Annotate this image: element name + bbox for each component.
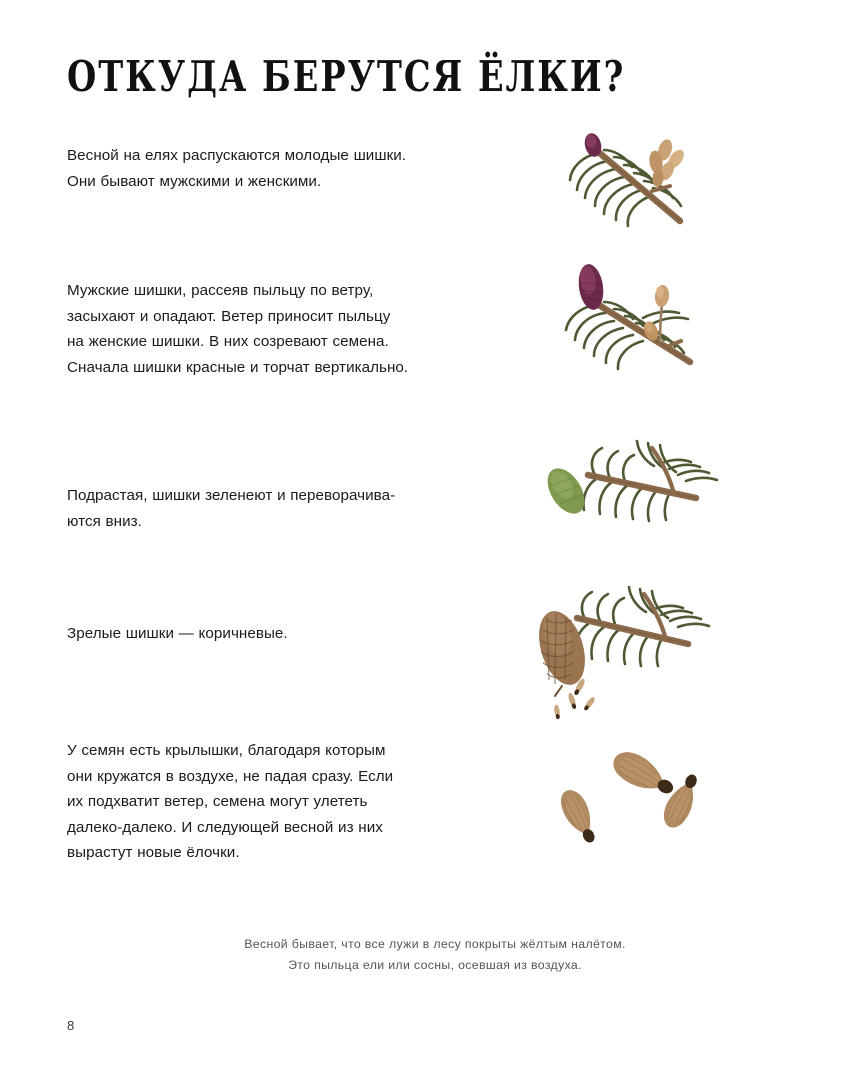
- page-number: 8: [67, 1018, 75, 1033]
- male-cones-cluster-tan: [648, 138, 687, 188]
- illustration-winged-seeds: [542, 740, 727, 855]
- winged-seed: [608, 746, 680, 803]
- paragraph-line: Весной на елях распускаются молодые шишки.: [67, 147, 407, 164]
- illustration-young-cones: [552, 128, 712, 248]
- green-needles: [576, 587, 710, 666]
- paragraph-3: [67, 483, 467, 534]
- falling-seeds: [554, 678, 597, 720]
- brown-twig: [596, 150, 680, 221]
- illustration-mature-cone: [522, 572, 737, 722]
- paragraph-line: ются вниз.: [67, 512, 142, 530]
- winged-seed: [555, 785, 603, 847]
- paragraph-line: они кружатся в воздухе, не падая сразу. Если: [67, 767, 394, 785]
- paragraph-4: [67, 621, 467, 647]
- paragraph-line: далеко-далеко. И следующей весной из них: [67, 818, 383, 836]
- male-cone-tan: [654, 284, 670, 307]
- footnote-line: Это пыльца ели или сосны, осевшая из воздуха.: [288, 958, 582, 972]
- paragraph-5: [67, 738, 467, 866]
- paragraph-line: Зрелые шишки — коричневые.: [67, 625, 288, 642]
- paragraph-line: засыхают и опадают. Ветер приносит пыльцу: [67, 307, 391, 325]
- paragraph-1: [67, 143, 467, 194]
- footnote-line: Весной бывает, что все лужи в лесу покрыты жёлтым налётом.: [244, 937, 626, 951]
- brown-twig: [588, 475, 696, 498]
- paragraph-line: Подрастая, шишки зеленеют и переворачива-: [67, 487, 396, 504]
- green-needles: [566, 302, 688, 369]
- paragraph-2: [67, 278, 467, 380]
- paragraph-line: Мужские шишки, рассеяв пыльцу по ветру,: [67, 282, 374, 299]
- paragraph-line: Сначала шишки красные и торчат вертикально.: [67, 358, 409, 376]
- cone-green-hanging: [540, 462, 592, 520]
- illustration-upright-red-cone: [548, 262, 723, 387]
- winged-seed: [659, 770, 704, 832]
- paragraph-line: их подхватит ветер, семена могут улететь: [67, 793, 368, 810]
- paragraph-line: вырастут новые ёлочки.: [67, 844, 240, 861]
- paragraph-line: на женские шишки. В них созревают семена.: [67, 333, 389, 350]
- illustration-green-cone: [528, 428, 733, 543]
- paragraph-line: Они бывают мужскими и женскими.: [67, 172, 322, 190]
- footnote: [150, 934, 720, 976]
- page-title: ОТКУДА БЕРУТСЯ ЁЛКИ?: [67, 52, 626, 101]
- paragraph-line: У семян есть крылышки, благодаря которым: [67, 742, 386, 759]
